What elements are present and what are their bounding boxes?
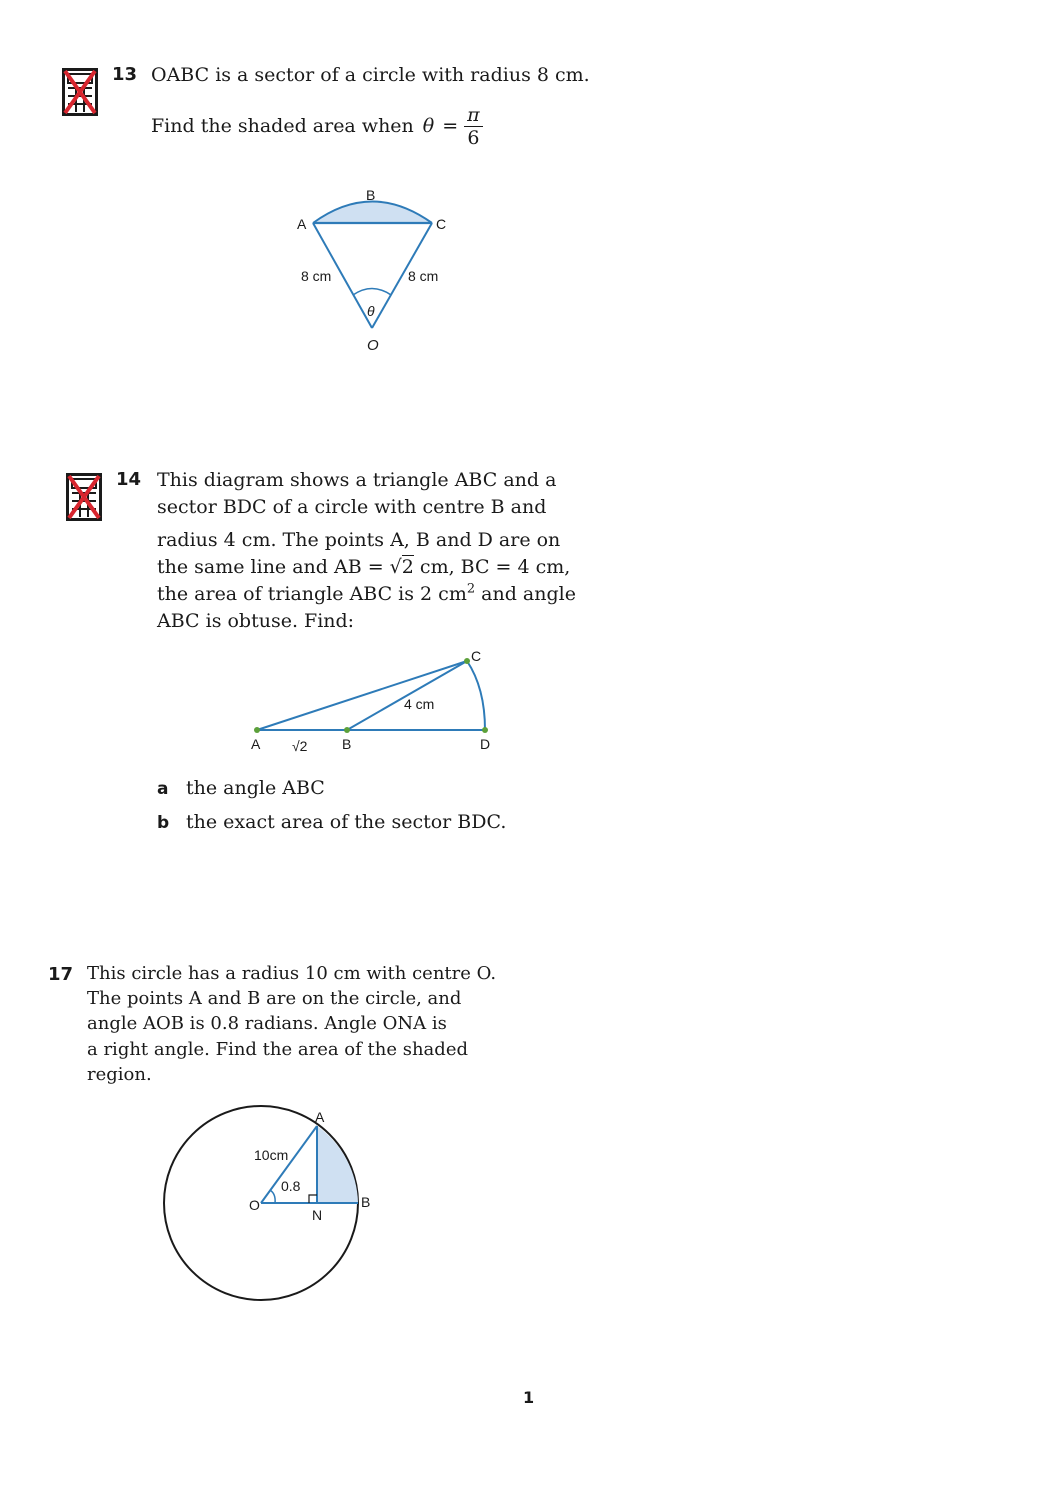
question-text-line <box>157 554 570 581</box>
label-radius: 10cm <box>254 1147 289 1163</box>
sqrt-symbol: √ <box>389 556 402 578</box>
theta-symbol: θ <box>422 114 435 137</box>
question-text-line: This diagram shows a triangle ABC and a <box>157 469 557 491</box>
fraction-denominator: 6 <box>467 126 480 149</box>
question-text-line: sector BDC of a circle with centre B and <box>157 496 547 518</box>
question-text-line: The points A and B are on the circle, and <box>87 988 462 1009</box>
label-a: A <box>297 216 307 232</box>
label-n: N <box>312 1207 323 1223</box>
question-text-line: ABC is obtuse. Find: <box>157 610 355 632</box>
question-text-fragment: the same line and AB = <box>157 556 384 578</box>
equals-sign: = <box>442 114 459 137</box>
label-angle: 0.8 <box>281 1178 301 1194</box>
label-o: O <box>367 337 379 354</box>
superscript: 2 <box>466 581 476 597</box>
question-text-line <box>151 100 483 152</box>
fraction <box>464 104 483 149</box>
arc-cd <box>467 661 485 730</box>
label-ab-length: √2 <box>292 738 308 754</box>
point-d <box>482 727 488 733</box>
sqrt-argument: 2 <box>401 556 414 578</box>
fraction-numerator: π <box>464 104 483 127</box>
question-text-line: This circle has a radius 10 cm with centre O. <box>87 963 497 984</box>
question-number: 13 <box>112 64 138 85</box>
shaded-region <box>317 1126 358 1203</box>
label-a: A <box>315 1109 325 1125</box>
question-text-fragment: Find the shaded area when <box>151 114 414 137</box>
question-text-fragment: the area of triangle ABC is 2 cm <box>157 583 467 605</box>
label-c: C <box>436 216 447 232</box>
line-ac <box>257 661 467 730</box>
question-text-line: OABC is a sector of a circle with radius 8 cm. <box>151 64 590 86</box>
question-text-fragment: and angle <box>475 583 576 605</box>
circle-diagram <box>150 1100 390 1305</box>
question-text-line: radius 4 cm. The points A, B and D are on <box>157 529 561 551</box>
question-text-line: region. <box>87 1064 152 1085</box>
calculator-crossed-icon <box>62 68 98 116</box>
label-a: A <box>251 736 261 752</box>
part-text: the angle ABC <box>186 777 325 799</box>
label-theta: θ <box>367 303 375 319</box>
label-o: O <box>249 1197 260 1213</box>
question-text-line: angle AOB is 0.8 radians. Angle ONA is <box>87 1013 447 1034</box>
calculator-crossed-icon <box>66 473 102 521</box>
label-b: B <box>361 1194 371 1210</box>
point-b <box>344 727 350 733</box>
label-side-right: 8 cm <box>408 268 439 284</box>
label-bc-length: 4 cm <box>404 696 435 712</box>
part-letter: a <box>157 779 169 799</box>
page-number: 1 <box>523 1388 535 1407</box>
label-b: B <box>366 187 376 203</box>
point-a <box>254 727 260 733</box>
question-number: 17 <box>48 964 74 985</box>
label-b: B <box>342 736 352 752</box>
part-letter: b <box>157 813 170 833</box>
question-text-line <box>157 581 576 608</box>
question-text-line: a right angle. Find the area of the shaded <box>87 1039 468 1060</box>
label-c: C <box>471 648 482 664</box>
triangle-sector-diagram <box>245 643 505 758</box>
question-text-fragment: cm, BC = 4 cm, <box>419 556 571 578</box>
label-d: D <box>480 736 491 752</box>
question-number: 14 <box>116 469 142 490</box>
point-c <box>464 658 470 664</box>
angle-arc <box>353 289 391 296</box>
part-text: the exact area of the sector BDC. <box>186 811 507 833</box>
sector-diagram <box>280 180 470 360</box>
label-side-left: 8 cm <box>301 268 332 284</box>
